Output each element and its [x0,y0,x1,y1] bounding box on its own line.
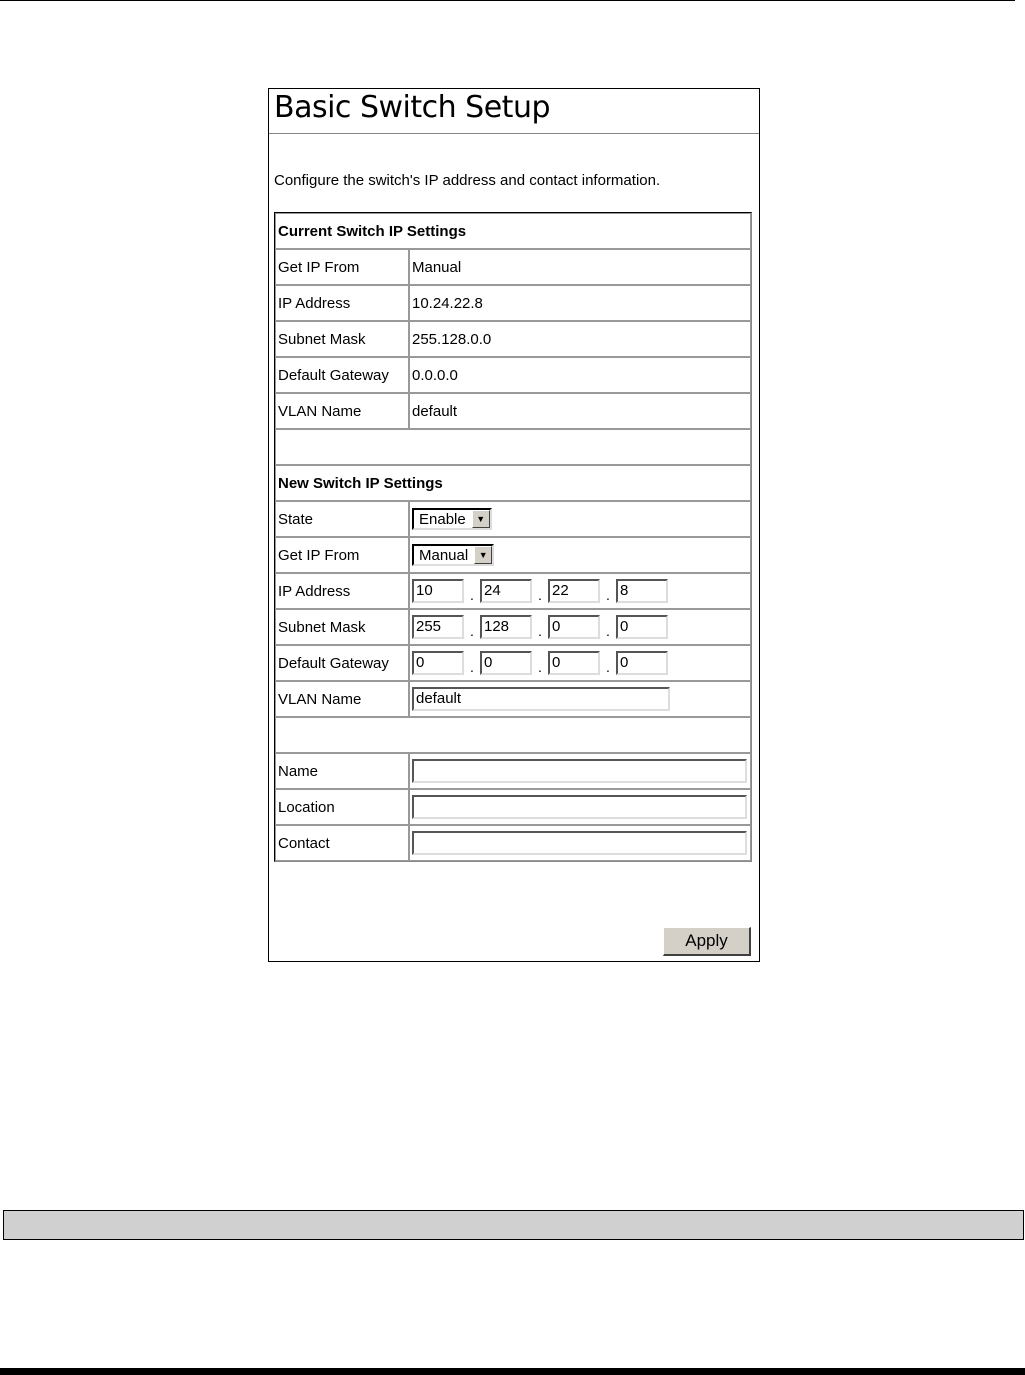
spacer-row [275,717,751,753]
new-ip-cell [409,573,751,609]
contact-cell [409,825,751,861]
current-vlan-value: default [409,393,751,429]
name-label: Name [275,753,409,789]
gateway-octet-2-input[interactable]: 0 [480,651,532,675]
current-vlan-label: VLAN Name [275,393,409,429]
mask-octet-2-input[interactable]: 128 [480,615,532,639]
ip-octet-4-input[interactable]: 8 [616,579,668,603]
table-row [275,285,751,321]
current-ip-label: IP Address [275,285,409,321]
current-getip-value: Manual [409,249,751,285]
new-gateway-label: Default Gateway [275,645,409,681]
new-vlan-cell [409,681,751,717]
gateway-octet-1-input[interactable]: 0 [412,651,464,675]
chevron-down-icon[interactable]: ▼ [472,510,490,528]
table-row [275,537,751,573]
current-gateway-label: Default Gateway [275,357,409,393]
octet-separator: . [606,623,610,639]
table-row [275,681,751,717]
gateway-octet-3-input[interactable]: 0 [548,651,600,675]
contact-input[interactable] [412,831,747,855]
new-mask-label: Subnet Mask [275,609,409,645]
table-row [275,357,751,393]
apply-button[interactable]: Apply [663,927,751,956]
chevron-down-icon[interactable]: ▼ [474,546,492,564]
state-cell [409,501,751,537]
bottom-rule [0,1368,1025,1375]
page-description: Configure the switch's IP address and contact information. [274,172,661,189]
table-row [275,213,751,249]
octet-separator: . [538,623,542,639]
table-row [275,393,751,429]
mask-octet-4-input[interactable]: 0 [616,615,668,639]
octet-separator: . [470,623,474,639]
current-ip-value: 10.24.22.8 [409,285,751,321]
table-row [275,645,751,681]
get-ip-from-select[interactable] [412,544,494,566]
octet-separator: . [470,659,474,675]
table-row [275,789,751,825]
spacer-cell [275,429,751,465]
new-ip-label: IP Address [275,573,409,609]
spacer-cell [275,717,751,753]
title-divider [269,133,759,134]
state-select-value: Enable [419,510,466,528]
current-gateway-value: 0.0.0.0 [409,357,751,393]
footer-gray-bar [3,1210,1024,1240]
mask-octet-3-input[interactable]: 0 [548,615,600,639]
octet-separator: . [606,587,610,603]
contact-label: Contact [275,825,409,861]
new-vlan-label: VLAN Name [275,681,409,717]
vlan-name-input[interactable]: default [412,687,670,711]
octet-separator: . [470,587,474,603]
ip-octet-3-input[interactable]: 22 [548,579,600,603]
current-settings-header: Current Switch IP Settings [275,213,751,249]
mask-octet-1-input[interactable]: 255 [412,615,464,639]
ip-octet-2-input[interactable]: 24 [480,579,532,603]
location-cell [409,789,751,825]
get-ip-from-select-value: Manual [419,546,469,564]
page-title: Basic Switch Setup [274,90,550,125]
location-label: Location [275,789,409,825]
table-row [275,321,751,357]
table-row [275,249,751,285]
octet-separator: . [606,659,610,675]
name-cell [409,753,751,789]
octet-separator: . [538,587,542,603]
new-mask-cell [409,609,751,645]
state-label: State [275,501,409,537]
state-select[interactable] [412,508,492,530]
name-input[interactable] [412,759,747,783]
table-row [275,609,751,645]
ip-octet-1-input[interactable]: 10 [412,579,464,603]
new-getip-label: Get IP From [275,537,409,573]
new-getip-cell [409,537,751,573]
basic-switch-setup-panel [268,88,760,962]
table-row [275,825,751,861]
current-mask-label: Subnet Mask [275,321,409,357]
table-row [275,573,751,609]
new-gateway-cell [409,645,751,681]
spacer-row [275,429,751,465]
octet-separator: . [538,659,542,675]
table-row [275,501,751,537]
location-input[interactable] [412,795,747,819]
gateway-octet-4-input[interactable]: 0 [616,651,668,675]
new-settings-header: New Switch IP Settings [275,465,751,501]
settings-table [274,212,752,862]
table-row [275,465,751,501]
current-getip-label: Get IP From [275,249,409,285]
top-rule [0,0,1015,1]
current-mask-value: 255.128.0.0 [409,321,751,357]
table-row [275,753,751,789]
